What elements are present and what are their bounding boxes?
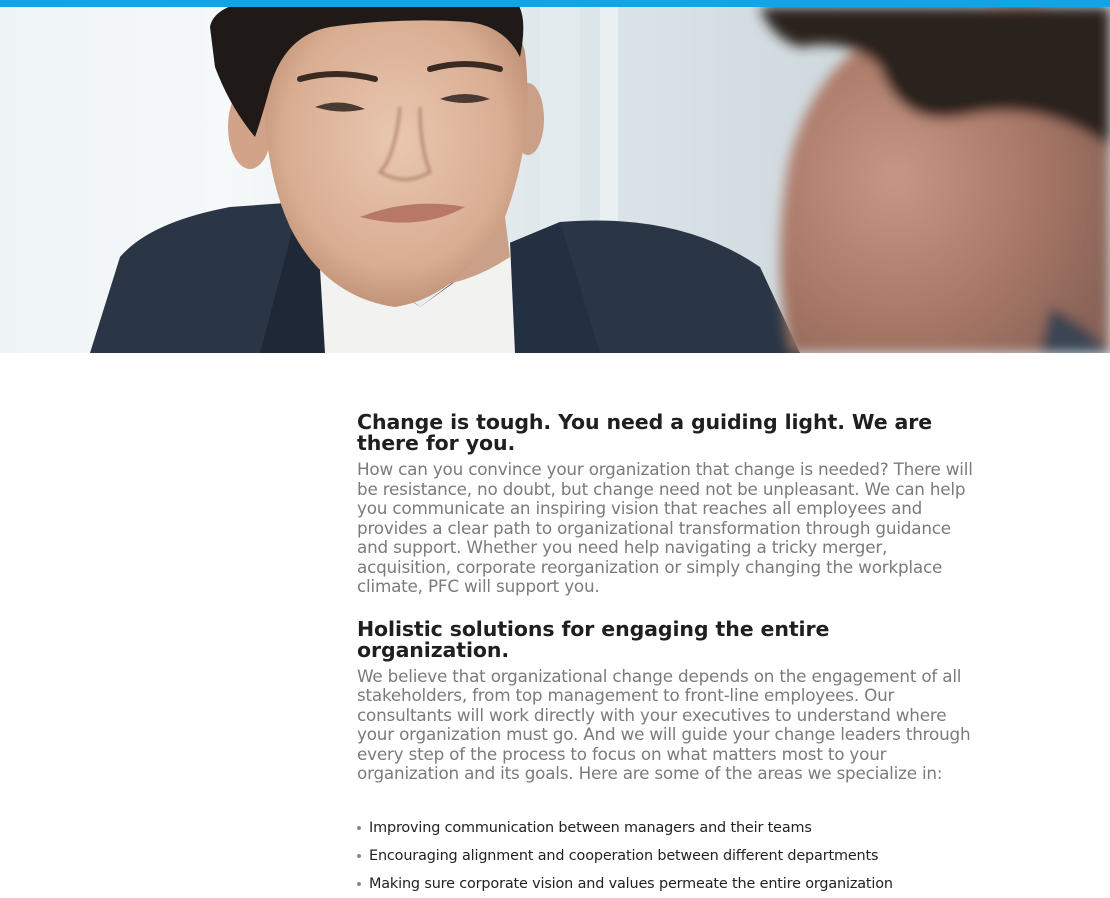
list-item xyxy=(357,842,973,870)
section-body-holistic: We believe that organizational change depends on the engagement of all stakeholders, from top management to front-line employees. Our consultants will work directly with your executives to understand where your organization must go. And we will guide your change leaders through every step of the process to focus on what matters most to your organization and its goals. Here are some of the areas we specialize in: xyxy=(357,665,971,783)
specialty-list xyxy=(357,814,973,898)
section-heading-holistic: Holistic solutions for engaging the entire organization. xyxy=(357,616,830,662)
section-heading-change: Change is tough. You need a guiding light. We are there for you. xyxy=(357,410,933,455)
main-content xyxy=(357,412,973,898)
bullet-icon xyxy=(357,882,361,886)
bullet-icon xyxy=(357,854,361,858)
top-accent-bar xyxy=(0,0,1110,7)
hero-image xyxy=(0,7,1110,353)
list-item-label: Making sure corporate vision and values permeate the entire organization xyxy=(369,875,893,892)
section-body-change: How can you convince your organization that change is needed? There will be resistance, no doubt, but change need not be unpleasant. We can help you communicate an inspiring vision that reaches all employees and provides a clear path to organizational transformation through guidance and support. Whether you need help navigating a tricky merger, acquisition, corporate reorganization or simply changing the workplace climate, PFC will support you. xyxy=(357,459,973,596)
list-item-label: Encouraging alignment and cooperation between different departments xyxy=(369,847,879,864)
bullet-icon xyxy=(357,826,361,830)
list-item xyxy=(357,814,973,842)
list-item-label: Improving communication between managers and their teams xyxy=(369,819,812,836)
